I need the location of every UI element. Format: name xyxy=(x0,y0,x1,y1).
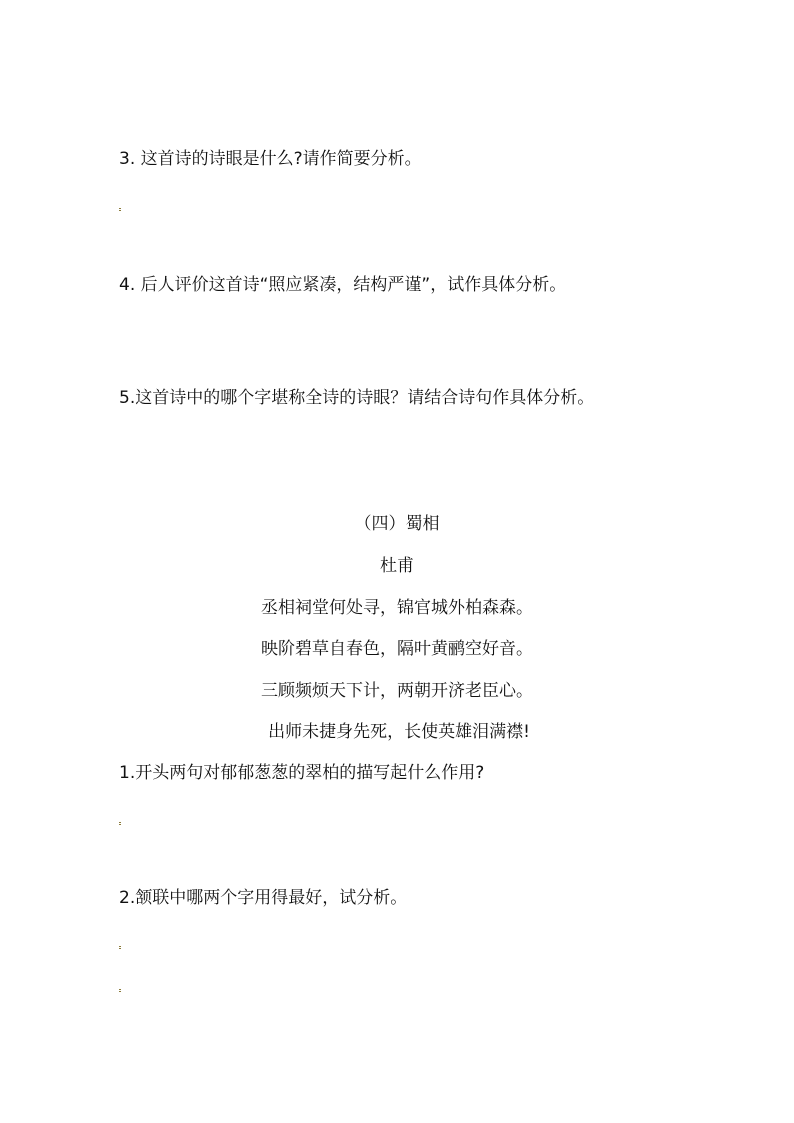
poem-line-1: 丞相祠堂何处寻，锦官城外柏森森。 xyxy=(261,598,533,618)
question-1: 1.开头两句对郁郁葱葱的翠柏的描写起什么作用? xyxy=(119,763,485,783)
answer-marker xyxy=(119,208,122,211)
answer-marker xyxy=(119,822,122,825)
answer-marker xyxy=(119,989,122,992)
question-2: 2.颔联中哪两个字用得最好，试分析。 xyxy=(119,888,408,908)
poem-author: 杜甫 xyxy=(380,556,414,576)
question-4: 4. 后人评价这首诗“照应紧凑，结构严谨”，试作具体分析。 xyxy=(119,275,567,295)
answer-marker xyxy=(119,946,122,949)
poem-line-2: 映阶碧草自春色，隔叶黄鹂空好音。 xyxy=(261,639,533,659)
poem-line-3: 三顾频烦天下计，两朝开济老臣心。 xyxy=(261,681,533,701)
question-5: 5.这首诗中的哪个字堪称全诗的诗眼？请结合诗句作具体分析。 xyxy=(119,388,595,408)
question-3: 3. 这首诗的诗眼是什么?请作简要分析。 xyxy=(119,149,422,169)
poem-title: （四）蜀相 xyxy=(354,514,440,534)
poem-line-4: 出师未捷身先死，长使英雄泪满襟! xyxy=(268,722,530,742)
